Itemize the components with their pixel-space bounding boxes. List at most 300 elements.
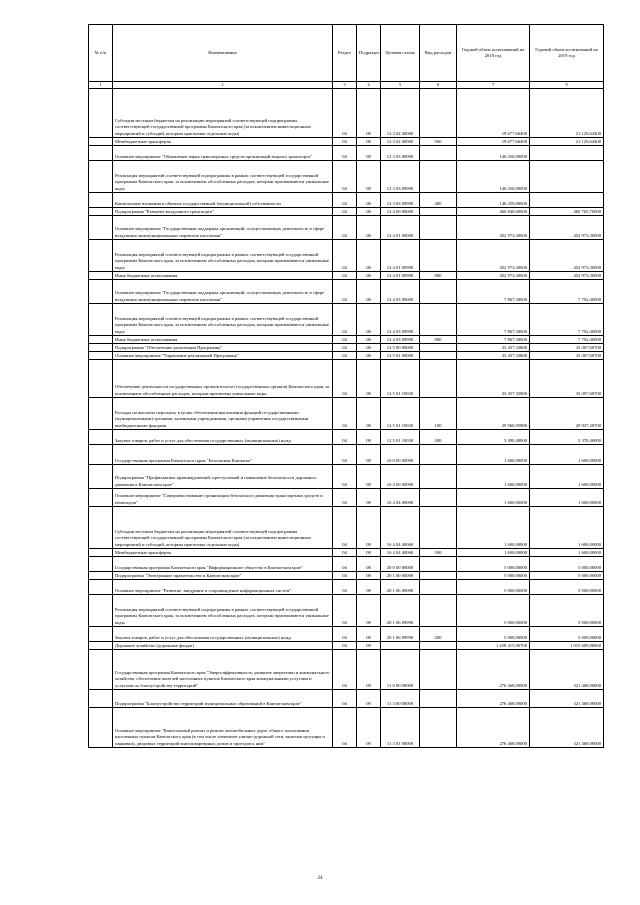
cell-target-article: 12 4 03 00000 bbox=[381, 280, 420, 304]
cell-number bbox=[89, 708, 113, 748]
cell-amount-2019: 29 937,20700 bbox=[530, 398, 604, 430]
cell-subsection: 09 bbox=[357, 690, 381, 708]
header-name: Наименование bbox=[113, 25, 333, 82]
cell-name: Основное мероприятие "Капитальный ремонт и ремонт автомобильных дорог общего пользования населенных пунктов Камчатского края (в том числе элементов улично-дорожной сети, включая тротуары и парковки), дворовых территорий многоквартирных домов и проездов к ним" bbox=[113, 708, 333, 748]
cell-section: 04 bbox=[333, 572, 357, 580]
cell-expense-kind bbox=[420, 708, 457, 748]
cell-amount-2018: 5 000,00000 bbox=[457, 557, 530, 572]
cell-amount-2019 bbox=[530, 161, 604, 193]
cell-expense-kind bbox=[420, 465, 457, 489]
cell-number bbox=[89, 642, 113, 650]
cell-target-article: 16 4 04 40060 bbox=[381, 549, 420, 557]
table-row bbox=[89, 208, 604, 216]
cell-name: Реализация мероприятий соответствующей подпрограммы в рамках соответствующей государственной программы Камчатского края, за исключением обособленных расходов, которым присваиваются уникальные коды bbox=[113, 161, 333, 193]
column-number: 6 bbox=[420, 82, 457, 89]
table-row bbox=[89, 580, 604, 595]
cell-number bbox=[89, 557, 113, 572]
table-row bbox=[89, 193, 604, 208]
cell-number bbox=[89, 690, 113, 708]
cell-amount-2019: 7 792,40000 bbox=[530, 280, 604, 304]
cell-target-article: 11 3 01 00000 bbox=[381, 708, 420, 748]
cell-name: Государственная программа Камчатского края "Безопасная Камчатка" bbox=[113, 445, 333, 465]
cell-target-article: 12 4 00 00000 bbox=[381, 208, 420, 216]
cell-amount-2019: 5 000,00000 bbox=[530, 627, 604, 642]
cell-subsection: 09 bbox=[357, 708, 381, 748]
cell-subsection: 09 bbox=[357, 650, 381, 690]
cell-number bbox=[89, 489, 113, 507]
cell-amount-2019: 5 000,00000 bbox=[530, 572, 604, 580]
cell-number bbox=[89, 398, 113, 430]
cell-amount-2018: 146 250,00000 bbox=[457, 193, 530, 208]
column-number: 8 bbox=[530, 82, 604, 89]
cell-expense-kind bbox=[420, 146, 457, 161]
cell-amount-2018: 5 000,00000 bbox=[457, 572, 530, 580]
cell-amount-2018: 33 457,35800 bbox=[457, 360, 530, 398]
table-row bbox=[89, 650, 604, 690]
cell-amount-2019: 452 973,30000 bbox=[530, 240, 604, 272]
cell-amount-2018: 3 490,40000 bbox=[457, 430, 530, 445]
cell-subsection: 08 bbox=[357, 360, 381, 398]
cell-amount-2019 bbox=[530, 146, 604, 161]
cell-amount-2019: 33 307,60700 bbox=[530, 360, 604, 398]
cell-name: Субсидии местным бюджетам на реализацию мероприятий соответствующей подпрограммы соответствующей государственной программы Камчатского края (за исключением инвестиционных мероприятий и субсидий, которым присвоены отдельные коды) bbox=[113, 507, 333, 549]
cell-number bbox=[89, 595, 113, 627]
cell-name: Подпрограмма "Развитие воздушного транспорта" bbox=[113, 208, 333, 216]
table-row bbox=[89, 240, 604, 272]
cell-number bbox=[89, 627, 113, 642]
table-row bbox=[89, 627, 604, 642]
table-row bbox=[89, 489, 604, 507]
cell-section: 04 bbox=[333, 240, 357, 272]
cell-expense-kind: 800 bbox=[420, 272, 457, 280]
budget-table-sheet bbox=[88, 24, 603, 748]
cell-subsection: 08 bbox=[357, 465, 381, 489]
cell-amount-2019: 1 915 609,86800 bbox=[530, 642, 604, 650]
cell-amount-2018: 5 000,00000 bbox=[457, 580, 530, 595]
cell-amount-2018: 452 973,30000 bbox=[457, 216, 530, 240]
cell-amount-2018: 33 457,35800 bbox=[457, 352, 530, 360]
cell-name: Реализация мероприятий соответствующей подпрограммы в рамках соответствующей государственной программы Камчатского края, за исключением обособленных расходов, которым присваиваются уникальные коды bbox=[113, 304, 333, 336]
cell-target-article: 20 0 00 00000 bbox=[381, 557, 420, 572]
cell-section: 04 bbox=[333, 360, 357, 398]
cell-amount-2018: 19 677,66400 bbox=[457, 138, 530, 146]
cell-expense-kind bbox=[420, 489, 457, 507]
cell-expense-kind bbox=[420, 216, 457, 240]
cell-subsection: 08 bbox=[357, 208, 381, 216]
cell-amount-2018: 19 677,66400 bbox=[457, 89, 530, 138]
table-row bbox=[89, 507, 604, 549]
table-row bbox=[89, 708, 604, 748]
cell-expense-kind: 800 bbox=[420, 336, 457, 344]
cell-name: Подпрограмма "Профилактика правонарушений, преступлений и повышение безопасности дорожного движения в Камчатском крае" bbox=[113, 465, 333, 489]
page-number: 24 bbox=[317, 876, 323, 881]
cell-section: 04 bbox=[333, 138, 357, 146]
cell-amount-2018: 7 867,30000 bbox=[457, 304, 530, 336]
cell-subsection: 08 bbox=[357, 240, 381, 272]
cell-name: Межбюджетные трансферты bbox=[113, 549, 333, 557]
cell-amount-2019: 321 468,00000 bbox=[530, 690, 604, 708]
cell-number bbox=[89, 430, 113, 445]
column-number: 7 bbox=[457, 82, 530, 89]
cell-section: 04 bbox=[333, 280, 357, 304]
cell-amount-2018: 276 468,00000 bbox=[457, 650, 530, 690]
table-row bbox=[89, 138, 604, 146]
cell-name: Государственная программа Камчатского края "Энергоэффективность, развитие энергетики и коммунального хозяйства, обеспечение жителей населенных пунктов Камчатского края коммунальными услугами и услугами по благоустройству территорий" bbox=[113, 650, 333, 690]
cell-subsection: 08 bbox=[357, 138, 381, 146]
cell-target-article: 12 3 02 40060 bbox=[381, 89, 420, 138]
table-row bbox=[89, 572, 604, 580]
table-row bbox=[89, 161, 604, 193]
cell-section: 04 bbox=[333, 595, 357, 627]
cell-subsection: 08 bbox=[357, 272, 381, 280]
table-row bbox=[89, 398, 604, 430]
column-number: 5 bbox=[381, 82, 420, 89]
cell-name: Подпрограмма "Электронное правительство в Камчатском крае" bbox=[113, 572, 333, 580]
cell-amount-2019: 5 000,00000 bbox=[530, 557, 604, 572]
cell-subsection: 08 bbox=[357, 304, 381, 336]
cell-amount-2018: 460 840,60000 bbox=[457, 208, 530, 216]
cell-subsection: 09 bbox=[357, 642, 381, 650]
header-section: Раздел bbox=[333, 25, 357, 82]
cell-target-article: 12 5 01 10030 bbox=[381, 360, 420, 398]
cell-subsection: 08 bbox=[357, 430, 381, 445]
table-row bbox=[89, 360, 604, 398]
cell-section: 04 bbox=[333, 216, 357, 240]
cell-section: 04 bbox=[333, 146, 357, 161]
cell-section: 04 bbox=[333, 193, 357, 208]
cell-subsection: 08 bbox=[357, 445, 381, 465]
cell-expense-kind bbox=[420, 690, 457, 708]
budget-table bbox=[88, 24, 604, 748]
cell-subsection: 08 bbox=[357, 216, 381, 240]
cell-number bbox=[89, 138, 113, 146]
cell-section: 04 bbox=[333, 690, 357, 708]
cell-amount-2018: 1 458 415,90700 bbox=[457, 642, 530, 650]
column-number-row bbox=[89, 82, 604, 89]
cell-expense-kind bbox=[420, 344, 457, 352]
cell-target-article: 16 0 00 00000 bbox=[381, 445, 420, 465]
cell-target-article: 20 1 06 00000 bbox=[381, 580, 420, 595]
cell-expense-kind bbox=[420, 208, 457, 216]
cell-expense-kind bbox=[420, 642, 457, 650]
cell-name: Подпрограмма "Обеспечение реализации Программы" bbox=[113, 344, 333, 352]
table-row bbox=[89, 336, 604, 344]
cell-name: Межбюджетные трансферты bbox=[113, 138, 333, 146]
cell-number bbox=[89, 161, 113, 193]
cell-expense-kind: 500 bbox=[420, 138, 457, 146]
cell-expense-kind: 100 bbox=[420, 398, 457, 430]
cell-subsection: 08 bbox=[357, 352, 381, 360]
cell-number bbox=[89, 465, 113, 489]
cell-name: Иные бюджетные ассигнования bbox=[113, 336, 333, 344]
cell-name: Субсидии местным бюджетам на реализацию мероприятий соответствующей подпрограммы соответствующей государственной программы Камчатского края (за исключением инвестиционных мероприятий и субсидий, которым присвоены отдельные коды) bbox=[113, 89, 333, 138]
cell-amount-2019: 1 600,00000 bbox=[530, 489, 604, 507]
cell-amount-2018: 29 966,95880 bbox=[457, 398, 530, 430]
cell-amount-2018: 276 468,00000 bbox=[457, 690, 530, 708]
cell-name: Основное мероприятие "Государственная поддержка организаций, осуществляющих деятельность в сфере воздушных межмуниципальных перевозок населения" bbox=[113, 280, 333, 304]
cell-subsection: 08 bbox=[357, 398, 381, 430]
cell-section: 04 bbox=[333, 580, 357, 595]
cell-name: Обеспечение деятельности государственных органов власти (государственных органов) Камчатского края, за исключением обособленных расходов, которым присвоены уникальные коды. bbox=[113, 360, 333, 398]
table-row bbox=[89, 690, 604, 708]
cell-name: Государственная программа Камчатского края "Информационное общество в Камчатском крае" bbox=[113, 557, 333, 572]
table-row bbox=[89, 304, 604, 336]
column-number: 2 bbox=[113, 82, 333, 89]
table-row bbox=[89, 642, 604, 650]
cell-target-article: 16 4 04 40060 bbox=[381, 507, 420, 549]
cell-expense-kind bbox=[420, 595, 457, 627]
cell-subsection: 08 bbox=[357, 549, 381, 557]
cell-target-article: 12 3 03 09990 bbox=[381, 161, 420, 193]
cell-target-article: 20 1 06 09990 bbox=[381, 627, 420, 642]
cell-expense-kind: 200 bbox=[420, 430, 457, 445]
cell-expense-kind bbox=[420, 360, 457, 398]
cell-expense-kind bbox=[420, 507, 457, 549]
cell-name: Расходы на выплаты персоналу в целях обеспечения выполнения функций государственными (муниципальными) органами, казенными учреждениями, органами управления государственными внебюджетными фондами bbox=[113, 398, 333, 430]
cell-amount-2018: 1 600,00000 bbox=[457, 465, 530, 489]
cell-number bbox=[89, 272, 113, 280]
cell-expense-kind bbox=[420, 557, 457, 572]
cell-amount-2019: 3 370,40000 bbox=[530, 430, 604, 445]
table-row bbox=[89, 344, 604, 352]
cell-expense-kind bbox=[420, 89, 457, 138]
cell-target-article: 12 4 03 09990 bbox=[381, 336, 420, 344]
cell-number bbox=[89, 304, 113, 336]
cell-number bbox=[89, 280, 113, 304]
cell-section: 04 bbox=[333, 445, 357, 465]
cell-amount-2018: 1 600,00000 bbox=[457, 489, 530, 507]
cell-number bbox=[89, 650, 113, 690]
cell-expense-kind: 400 bbox=[420, 193, 457, 208]
cell-amount-2018: 1 600,00000 bbox=[457, 549, 530, 557]
cell-amount-2018: 33 457,35800 bbox=[457, 344, 530, 352]
cell-name: Основное мероприятие "Обновление парка транспортных средств организаций водного транспорта" bbox=[113, 146, 333, 161]
cell-name: Основное мероприятие "Управление реализацией Программы" bbox=[113, 352, 333, 360]
cell-amount-2018: 1 600,00000 bbox=[457, 507, 530, 549]
cell-subsection: 08 bbox=[357, 280, 381, 304]
cell-amount-2018: 5 000,00000 bbox=[457, 627, 530, 642]
cell-target-article: 12 5 01 10030 bbox=[381, 430, 420, 445]
cell-name: Основное мероприятие "Развитие, внедрение и сопровождение информационных систем" bbox=[113, 580, 333, 595]
header-amount-2019: Годовой объем ассигнований на 2019 год bbox=[530, 25, 604, 82]
cell-section: 04 bbox=[333, 549, 357, 557]
cell-target-article: 12 5 01 10030 bbox=[381, 398, 420, 430]
cell-name: Иные бюджетные ассигнования bbox=[113, 272, 333, 280]
cell-number bbox=[89, 580, 113, 595]
table-row bbox=[89, 280, 604, 304]
table-row bbox=[89, 465, 604, 489]
cell-subsection: 08 bbox=[357, 336, 381, 344]
cell-target-article: 12 5 01 00000 bbox=[381, 352, 420, 360]
cell-target-article: 12 3 03 00000 bbox=[381, 146, 420, 161]
header-amount-2018: Годовой объем ассигнований на 2018 год bbox=[457, 25, 530, 82]
cell-target-article: 12 4 01 00000 bbox=[381, 216, 420, 240]
cell-name: Реализация мероприятий соответствующей подпрограммы в рамках соответствующей государственной программы Камчатского края, за исключением обособленных расходов, которым присваиваются уникальные коды bbox=[113, 595, 333, 627]
cell-amount-2019: 21 129,64400 bbox=[530, 89, 604, 138]
cell-section: 04 bbox=[333, 272, 357, 280]
cell-target-article: 11 3 00 00000 bbox=[381, 690, 420, 708]
cell-number bbox=[89, 240, 113, 272]
cell-amount-2019: 321 468,00000 bbox=[530, 650, 604, 690]
table-row bbox=[89, 146, 604, 161]
cell-amount-2019: 7 792,40000 bbox=[530, 336, 604, 344]
cell-expense-kind bbox=[420, 650, 457, 690]
cell-expense-kind bbox=[420, 352, 457, 360]
cell-amount-2019: 21 129,64400 bbox=[530, 138, 604, 146]
cell-expense-kind bbox=[420, 572, 457, 580]
cell-subsection: 08 bbox=[357, 507, 381, 549]
cell-amount-2019 bbox=[530, 193, 604, 208]
cell-amount-2019: 321 468,00000 bbox=[530, 708, 604, 748]
table-row bbox=[89, 216, 604, 240]
cell-amount-2019: 452 973,30000 bbox=[530, 272, 604, 280]
cell-expense-kind bbox=[420, 161, 457, 193]
cell-amount-2019: 33 307,60700 bbox=[530, 344, 604, 352]
cell-number bbox=[89, 344, 113, 352]
cell-number bbox=[89, 89, 113, 138]
cell-section: 04 bbox=[333, 89, 357, 138]
header-number: № п/п bbox=[89, 25, 113, 82]
cell-section: 04 bbox=[333, 304, 357, 336]
cell-subsection: 08 bbox=[357, 572, 381, 580]
column-number: 3 bbox=[333, 82, 357, 89]
cell-number bbox=[89, 208, 113, 216]
cell-amount-2019: 7 792,40000 bbox=[530, 304, 604, 336]
cell-amount-2018: 452 973,30000 bbox=[457, 272, 530, 280]
cell-section: 04 bbox=[333, 352, 357, 360]
cell-name: Основное мероприятие "Совершенствование организации безопасного движения транспортных средств и пешеходов" bbox=[113, 489, 333, 507]
cell-expense-kind bbox=[420, 280, 457, 304]
cell-amount-2018: 276 468,00000 bbox=[457, 708, 530, 748]
cell-subsection: 08 bbox=[357, 580, 381, 595]
header-expense-kind: Вид расходов bbox=[420, 25, 457, 82]
cell-subsection: 08 bbox=[357, 595, 381, 627]
cell-expense-kind bbox=[420, 445, 457, 465]
cell-subsection: 08 bbox=[357, 193, 381, 208]
cell-amount-2019: 460 765,70000 bbox=[530, 208, 604, 216]
cell-section: 04 bbox=[333, 465, 357, 489]
cell-amount-2019: 1 600,00000 bbox=[530, 507, 604, 549]
cell-number bbox=[89, 572, 113, 580]
cell-number bbox=[89, 352, 113, 360]
cell-target-article: 11 0 00 00000 bbox=[381, 650, 420, 690]
cell-expense-kind bbox=[420, 304, 457, 336]
cell-target-article: 20 1 00 00000 bbox=[381, 572, 420, 580]
cell-name: Капитальные вложения в объекты государственной (муниципальной) собственности bbox=[113, 193, 333, 208]
cell-amount-2019: 1 600,00000 bbox=[530, 549, 604, 557]
cell-section: 04 bbox=[333, 507, 357, 549]
cell-section: 04 bbox=[333, 489, 357, 507]
cell-amount-2018: 146 250,00000 bbox=[457, 146, 530, 161]
cell-subsection: 08 bbox=[357, 627, 381, 642]
cell-number bbox=[89, 360, 113, 398]
cell-target-article: 12 3 03 09990 bbox=[381, 193, 420, 208]
cell-target-article: 12 5 00 00000 bbox=[381, 344, 420, 352]
cell-number bbox=[89, 336, 113, 344]
header-subsection: Подраздел bbox=[357, 25, 381, 82]
cell-subsection: 08 bbox=[357, 489, 381, 507]
cell-name: Реализация мероприятий соответствующей подпрограммы в рамках соответствующей государственной программы Камчатского края, за исключением обособленных расходов, которым присваиваются уникальные коды bbox=[113, 240, 333, 272]
cell-number bbox=[89, 445, 113, 465]
cell-target-article: 20 1 06 09990 bbox=[381, 595, 420, 627]
cell-expense-kind bbox=[420, 240, 457, 272]
table-row bbox=[89, 445, 604, 465]
column-number: 1 bbox=[89, 82, 113, 89]
cell-target-article bbox=[381, 642, 420, 650]
table-row bbox=[89, 557, 604, 572]
cell-amount-2018: 452 973,30000 bbox=[457, 240, 530, 272]
cell-number bbox=[89, 507, 113, 549]
cell-target-article: 12 4 03 09990 bbox=[381, 304, 420, 336]
cell-subsection: 08 bbox=[357, 89, 381, 138]
header-target-article: Целевая статья bbox=[381, 25, 420, 82]
cell-amount-2018: 1 600,00000 bbox=[457, 445, 530, 465]
table-row bbox=[89, 352, 604, 360]
cell-section: 04 bbox=[333, 336, 357, 344]
cell-name: Закупка товаров, работ и услуг для обеспечения государственных (муниципальных) нужд bbox=[113, 627, 333, 642]
table-row bbox=[89, 89, 604, 138]
cell-amount-2019: 1 600,00000 bbox=[530, 445, 604, 465]
cell-name: Подпрограмма "Благоустройство территорий муниципальных образований в Камчатском крае" bbox=[113, 690, 333, 708]
cell-number bbox=[89, 193, 113, 208]
cell-name: Дорожное хозяйство (дорожные фонды) bbox=[113, 642, 333, 650]
cell-name: Основное мероприятие "Государственная поддержка организаций, осуществляющих деятельность в сфере воздушных межмуниципальных перевозок населения" bbox=[113, 216, 333, 240]
cell-section: 04 bbox=[333, 208, 357, 216]
cell-subsection: 08 bbox=[357, 557, 381, 572]
cell-amount-2018: 7 867,30000 bbox=[457, 280, 530, 304]
cell-target-article: 16 4 00 00000 bbox=[381, 465, 420, 489]
cell-section: 04 bbox=[333, 398, 357, 430]
table-row bbox=[89, 595, 604, 627]
cell-amount-2018: 7 867,30000 bbox=[457, 336, 530, 344]
column-number: 4 bbox=[357, 82, 381, 89]
cell-target-article: 12 3 02 40060 bbox=[381, 138, 420, 146]
cell-section: 04 bbox=[333, 627, 357, 642]
cell-target-article: 12 4 01 09990 bbox=[381, 272, 420, 280]
cell-expense-kind: 500 bbox=[420, 549, 457, 557]
cell-amount-2019: 5 000,00000 bbox=[530, 595, 604, 627]
cell-amount-2019: 452 973,30000 bbox=[530, 216, 604, 240]
cell-subsection: 08 bbox=[357, 146, 381, 161]
table-header-row bbox=[89, 25, 604, 82]
cell-amount-2019: 1 600,00000 bbox=[530, 465, 604, 489]
table-body bbox=[89, 89, 604, 748]
cell-subsection: 08 bbox=[357, 161, 381, 193]
table-row bbox=[89, 549, 604, 557]
cell-amount-2019: 5 000,00000 bbox=[530, 580, 604, 595]
cell-section: 04 bbox=[333, 708, 357, 748]
cell-name: Закупка товаров, работ и услуг для обеспечения государственных (муниципальных) нужд bbox=[113, 430, 333, 445]
cell-subsection: 08 bbox=[357, 344, 381, 352]
cell-section: 04 bbox=[333, 650, 357, 690]
cell-section: 04 bbox=[333, 344, 357, 352]
cell-section: 04 bbox=[333, 161, 357, 193]
cell-number bbox=[89, 216, 113, 240]
cell-target-article: 12 4 01 09990 bbox=[381, 240, 420, 272]
cell-amount-2018: 5 000,00000 bbox=[457, 595, 530, 627]
cell-target-article: 16 4 04 00000 bbox=[381, 489, 420, 507]
cell-number bbox=[89, 549, 113, 557]
cell-amount-2018: 146 250,00000 bbox=[457, 161, 530, 193]
cell-number bbox=[89, 146, 113, 161]
cell-amount-2019: 33 307,60700 bbox=[530, 352, 604, 360]
cell-expense-kind: 200 bbox=[420, 627, 457, 642]
cell-section: 04 bbox=[333, 642, 357, 650]
table-row bbox=[89, 272, 604, 280]
cell-expense-kind bbox=[420, 580, 457, 595]
cell-section: 04 bbox=[333, 430, 357, 445]
cell-section: 04 bbox=[333, 557, 357, 572]
